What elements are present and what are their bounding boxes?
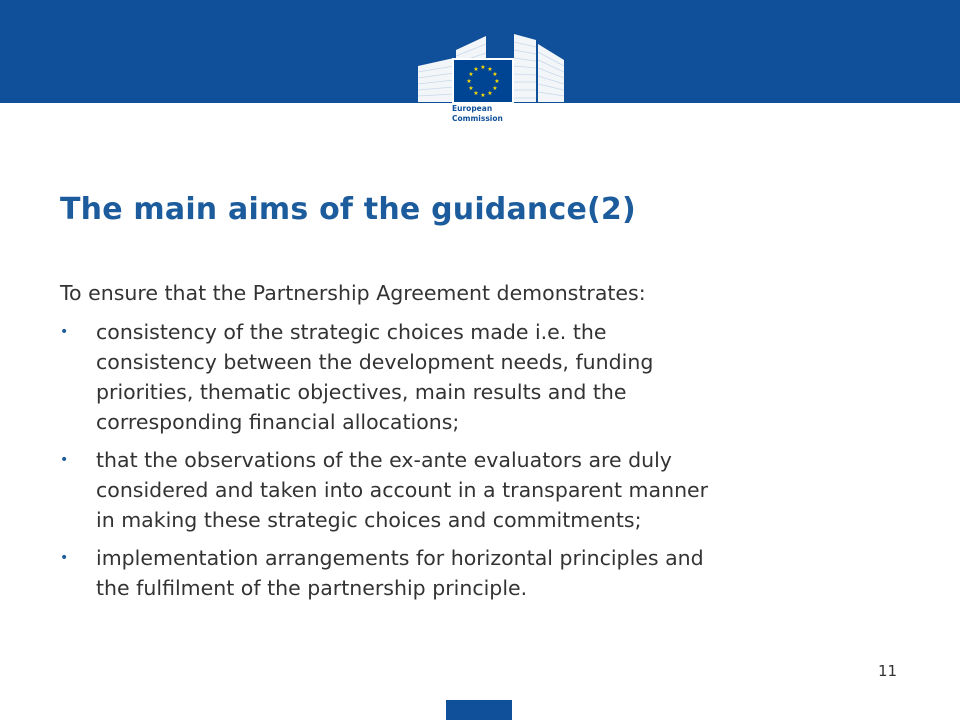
svg-text:★: ★	[473, 66, 479, 73]
svg-text:★: ★	[494, 78, 500, 85]
bullet-icon: •	[60, 452, 69, 468]
bullet-icon: •	[60, 324, 69, 340]
svg-text:★: ★	[468, 85, 474, 92]
svg-text:★: ★	[480, 92, 486, 99]
svg-text:★: ★	[480, 64, 486, 71]
svg-text:★: ★	[492, 71, 498, 78]
logo-caption-line-2: Commission	[452, 113, 503, 123]
bullet-text-line: implementation arrangements for horizontal principles and	[96, 546, 704, 570]
slide-title: The main aims of the guidance(2)	[60, 192, 636, 227]
bullet-item	[60, 317, 910, 437]
footer-flag-block	[446, 700, 512, 720]
svg-text:★: ★	[473, 90, 479, 97]
logo-caption-line-1: European	[452, 104, 493, 113]
bullet-item	[60, 445, 910, 535]
bullet-text-line: in making these strategic choices and commitments;	[96, 508, 642, 532]
page-number: 11	[878, 662, 898, 680]
svg-text:★: ★	[487, 66, 493, 73]
svg-text:★: ★	[487, 90, 493, 97]
bullet-item	[60, 543, 910, 603]
bullet-text-line: consistency of the strategic choices made i.e. the	[96, 320, 607, 344]
bullet-text-line: considered and taken into account in a transparent manner	[96, 478, 709, 502]
svg-text:★: ★	[492, 85, 498, 92]
svg-text:★: ★	[468, 71, 474, 78]
bullet-text-line: priorities, thematic objectives, main results and the	[96, 380, 627, 404]
bullet-text-line: consistency between the development needs, funding	[96, 350, 654, 374]
bullet-list	[60, 317, 910, 611]
bullet-text-line: that the observations of the ex-ante evaluators are duly	[96, 448, 672, 472]
bullet-text-line: the fulfilment of the partnership principle.	[96, 576, 528, 600]
svg-text:★: ★	[466, 78, 472, 85]
bullet-icon: •	[60, 550, 69, 566]
intro-text: To ensure that the Partnership Agreement demonstrates:	[60, 281, 646, 305]
bullet-text-line: corresponding financial allocations;	[96, 410, 460, 434]
logo-caption	[452, 104, 514, 123]
